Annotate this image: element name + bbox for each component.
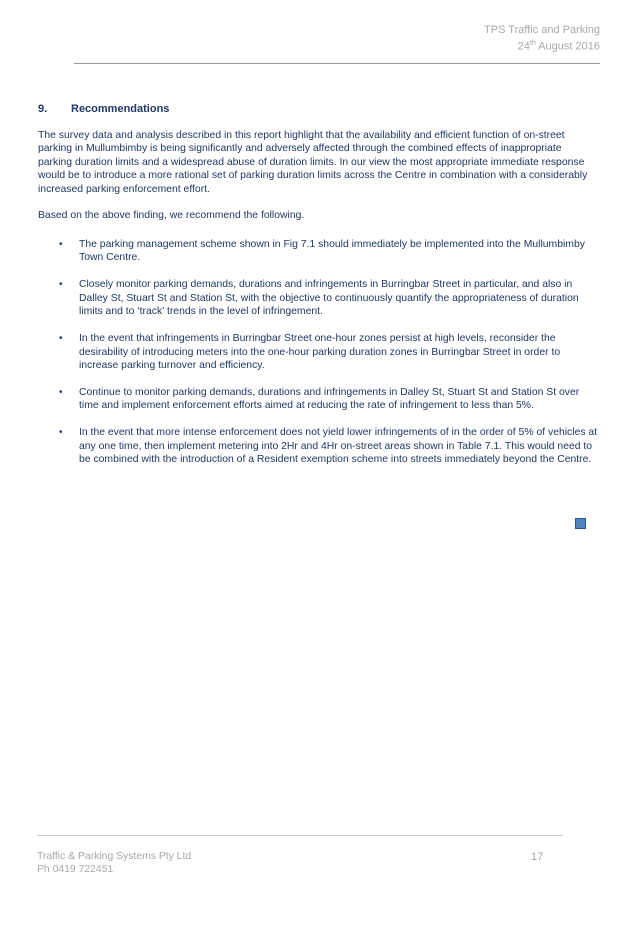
header-company: TPS Traffic and Parking <box>484 24 600 36</box>
recommendation-item <box>38 386 600 413</box>
header-date-rest: August 2016 <box>535 40 600 53</box>
recommendation-item <box>38 278 600 318</box>
end-of-section-marker-icon <box>575 518 586 529</box>
intro-paragraph: The survey data and analysis described in this report highlight that the availability and efficient function of on-street parking in Mullumbimby is being significantly and adversely affected through the combined effects of inappropriate parking duration limits and a widespread abuse of duration limits. In our view the most appropriate immediate response would be to introduce a more rational set of parking duration limits across the Centre in combination with a considerably increased parking enforcement effort. <box>38 130 588 195</box>
bullet-icon: • <box>59 333 63 345</box>
recommendations-list <box>38 238 600 480</box>
header-date-day: 24 <box>517 40 530 53</box>
header-divider <box>74 63 600 64</box>
recommendation-item <box>38 426 600 466</box>
recommendation-text: In the event that infringements in Burringbar Street one-hour zones persist at high levels, reconsider the desirability of introducing meters into the one-hour parking duration zones in Burringbar Street in order to increase parking turnover and efficiency. <box>79 333 561 372</box>
recommendation-text: Continue to monitor parking demands, durations and infringements in Dalley St, Stuart St and Station St over time and implement enforcement efforts aimed at reducing the rate of infringement to less than 5%. <box>79 387 580 412</box>
bullet-icon: • <box>59 427 63 439</box>
bullet-icon: • <box>59 239 63 250</box>
recommendation-text: The parking management scheme shown in Fig 7.1 should immediately be implemented into the Mullumbimby Town Centre. <box>79 239 585 264</box>
section-number: 9. <box>38 103 48 115</box>
section-title: Recommendations <box>71 103 170 115</box>
recommendation-item <box>38 332 600 372</box>
footer-company: Traffic & Parking Systems Pty Ltd <box>37 851 192 862</box>
section-heading <box>38 102 169 116</box>
footer-divider <box>37 835 563 836</box>
header-date-suffix: th <box>529 40 536 47</box>
page-number: 17 <box>531 851 544 863</box>
header-date <box>484 37 600 54</box>
bullet-icon: • <box>59 387 63 399</box>
recommendation-item <box>38 238 600 265</box>
lead-paragraph: Based on the above finding, we recommend the following. <box>38 210 305 221</box>
recommendation-text: In the event that more intense enforcement does not yield lower infringements of in the order of 5% of vehicles at any one time, then implement metering into 2Hr and 4Hr on-street areas shown in Table 7.1. This would need to be combined with the introduction of a Resident exemption scheme into streets immediately beyond the Centre. <box>79 427 598 466</box>
page-header <box>484 24 600 54</box>
bullet-icon: • <box>59 279 63 291</box>
footer-phone: Ph 0419 722451 <box>37 863 114 875</box>
recommendation-text: Closely monitor parking demands, durations and infringements in Burringbar Street in particular, and also in Dalley St, Stuart St and Station St, with the objective to continuously quantify the appropriateness of duration limits and to ‘track’ trends in the level of infringement. <box>79 279 579 318</box>
page-footer <box>37 851 191 876</box>
